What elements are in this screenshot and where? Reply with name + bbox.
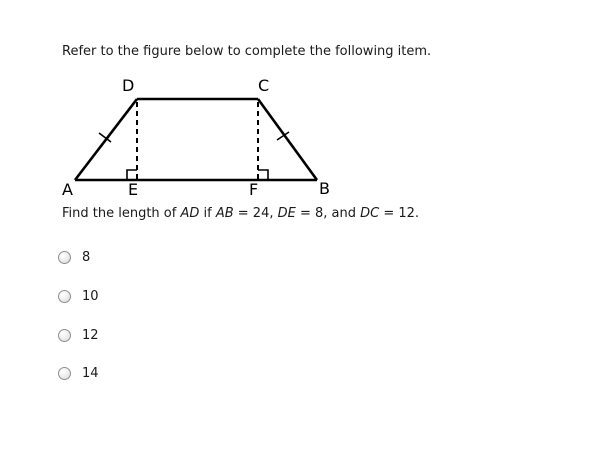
vertex-label-c: C: [258, 76, 270, 95]
option-label: 10: [82, 288, 99, 304]
question-segment: if: [199, 206, 216, 221]
question-segment: = 12.: [379, 206, 420, 221]
answer-option-10[interactable]: [58, 288, 99, 304]
segment-name-dc: DC: [360, 206, 380, 221]
answer-option-12[interactable]: [58, 327, 99, 343]
radio-button[interactable]: [58, 329, 71, 342]
trapezoid-diagram: [55, 72, 345, 192]
vertex-label-a: A: [62, 180, 73, 199]
answer-option-8[interactable]: [58, 249, 90, 265]
vertex-label-e: E: [128, 180, 139, 199]
radio-button[interactable]: [58, 367, 71, 380]
radio-button[interactable]: [58, 290, 71, 303]
option-label: 12: [82, 327, 99, 343]
question-text: [62, 205, 419, 222]
option-label: 14: [82, 365, 99, 381]
right-angle-mark-e: [127, 170, 137, 180]
question-segment: Find the length of: [62, 206, 181, 221]
segment-name-ad: AD: [180, 206, 200, 221]
option-label: 8: [82, 249, 91, 265]
right-angle-mark-f: [258, 170, 268, 180]
radio-button[interactable]: [58, 251, 71, 264]
vertex-label-d: D: [122, 76, 135, 95]
segment-name-de: DE: [277, 206, 296, 221]
vertex-label-f: F: [249, 180, 259, 199]
side-ad-line: [75, 99, 137, 180]
question-segment: = 24,: [233, 206, 278, 221]
vertex-label-b: B: [319, 179, 330, 198]
segment-name-ab: AB: [215, 206, 234, 221]
answer-option-14[interactable]: [58, 365, 99, 381]
side-cb-line: [258, 99, 317, 180]
instruction-text: Refer to the figure below to complete the following item.: [62, 44, 432, 59]
question-segment: = 8, and: [295, 206, 361, 221]
